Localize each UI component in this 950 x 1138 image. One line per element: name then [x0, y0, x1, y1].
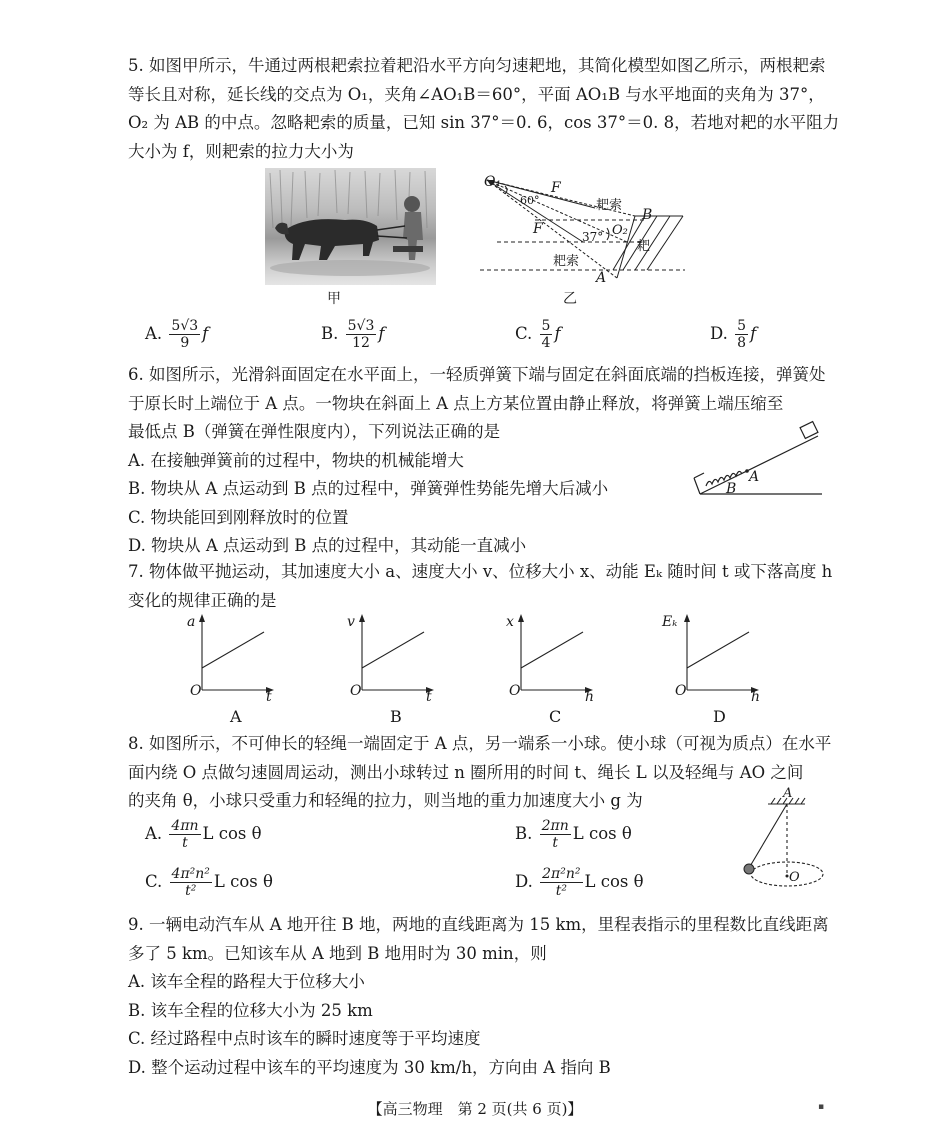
label-o1: O₁: [484, 174, 502, 190]
q6-label-a: A: [749, 469, 760, 485]
label-harrow: 耙: [637, 239, 651, 254]
q5-option-d-fraction: [735, 318, 748, 351]
q8-option-d-num: 2π²n²: [542, 866, 581, 882]
label-f-bottom: F: [533, 221, 543, 237]
label-angle-37: 37°: [582, 230, 604, 244]
q8-option-c-letter: C.: [145, 872, 163, 891]
q8-option-a-tail: L cos θ: [202, 824, 262, 843]
q5-option-b[interactable]: [321, 318, 384, 351]
q8-option-d-den: t²: [555, 883, 567, 899]
q7-b-x: t: [426, 689, 432, 705]
q7-d-caption: D: [713, 707, 726, 726]
q8-option-a-letter: A.: [145, 824, 163, 843]
q8-line3: 的夹角 θ，小球只受重力和轻绳的拉力，则当地的重力加速度大小 g 为: [128, 791, 643, 810]
label-rope-bottom: 耙索: [553, 254, 580, 269]
label-b: B: [642, 207, 653, 223]
q7-a-caption: A: [230, 707, 242, 726]
q6-line1: 6. 如图所示，光滑斜面固定在水平面上，一轻质弹簧下端与固定在斜面底端的挡板连接，弹簧处: [128, 365, 826, 384]
q8-option-c[interactable]: [145, 866, 273, 899]
q5-option-c-fraction: [540, 318, 553, 351]
conical-pendulum-diagram: [735, 790, 830, 895]
label-angle-60: 60°: [520, 194, 540, 207]
q5-option-d[interactable]: [710, 318, 756, 351]
q8-option-c-fraction: [170, 866, 212, 899]
q7-b-caption: B: [390, 707, 402, 726]
q7-graph-d[interactable]: [662, 612, 761, 727]
q5-option-a-letter: A.: [145, 324, 163, 343]
ox-plowing-photo: [265, 168, 436, 285]
corner-mark: ▪: [818, 1102, 825, 1112]
q5-option-c[interactable]: [515, 318, 561, 351]
q5-line1: 5. 如图甲所示，牛通过两根耙索拉着耙沿水平方向匀速耙地，其简化模型如图乙所示，两根耙索: [128, 56, 826, 75]
q8-option-a-den: t: [182, 835, 188, 851]
q6-line2: 于原长时上端位于 A 点。一物块在斜面上 A 点上方某位置由静止释放，将弹簧上端压缩至: [128, 393, 784, 413]
q7-a-x: t: [266, 689, 272, 705]
q7-d-origin: O: [675, 683, 687, 699]
question-9: [128, 911, 840, 1082]
q5-option-a-den: 9: [180, 335, 190, 351]
q6-label-b: B: [726, 481, 737, 497]
q7-c-origin: O: [509, 683, 521, 699]
q7-a-origin: O: [190, 683, 202, 699]
q5-option-a-num: 5√3: [171, 318, 199, 334]
q5-line4: 大小为 f，则耙索的拉力大小为: [128, 141, 354, 161]
label-o2: O₂: [612, 223, 628, 238]
q5-line2: 等长且对称，延长线的交点为 O₁，夹角∠AO₁B＝60°，平面 AO₁B 与水平地面的夹角为 37°，: [128, 84, 825, 104]
q7-line1: 7. 物体做平抛运动，其加速度大小 a、速度大小 v、位移大小 x、动能 Eₖ 随时间 t 或下落高度 h: [128, 562, 833, 581]
q5-option-d-num: 5: [737, 318, 747, 334]
question-7: [128, 558, 840, 615]
q7-d-x: h: [751, 689, 761, 705]
q8-option-d[interactable]: [515, 866, 644, 899]
q8-line2: 面内绕 O 点做匀速圆周运动，测出小球转过 n 圈所用的时间 t、绳长 L 以及轻绳与 AO 之间: [128, 762, 804, 782]
q5-option-d-den: 8: [737, 335, 747, 351]
q8-option-b-tail: L cos θ: [572, 824, 632, 843]
q5-option-b-den: 12: [352, 335, 370, 351]
q5-option-c-letter: C.: [515, 324, 533, 343]
label-rope-top: 耙索: [596, 198, 623, 213]
q8-option-c-den: t²: [185, 883, 197, 899]
q7-c-y: x: [506, 614, 514, 630]
q8-option-d-tail: L cos θ: [584, 872, 644, 891]
q5-option-d-tail: f: [750, 324, 757, 343]
label-a: A: [596, 270, 607, 286]
q5-option-b-tail: f: [378, 324, 385, 343]
q5-option-a[interactable]: [145, 318, 208, 351]
q7-graph-a[interactable]: [184, 612, 274, 727]
fig-yi-caption: 乙: [563, 291, 577, 307]
q8-option-d-fraction: [540, 866, 582, 899]
q7-c-caption: C: [549, 707, 562, 726]
q7-b-origin: O: [350, 683, 362, 699]
q8-option-a-num: 4πn: [171, 818, 199, 834]
q5-line3: O₂ 为 AB 的中点。忽略耙索的质量，已知 sin 37°＝0. 6，cos 37°＝0. 8，若地对耙的水平阻力: [128, 113, 840, 132]
q5-option-b-fraction: [346, 318, 377, 351]
q7-graph-b[interactable]: [344, 612, 434, 727]
q5-option-c-tail: f: [554, 324, 561, 343]
q8-option-b-fraction: [540, 818, 571, 851]
q8-option-b-num: 2πn: [541, 818, 569, 834]
q5-option-d-letter: D.: [710, 324, 728, 343]
q8-option-d-letter: D.: [515, 872, 533, 891]
q8-option-b-letter: B.: [515, 824, 533, 843]
q6-option-b[interactable]: B. 物块从 A 点运动到 B 点的过程中，弹簧弹性势能先增大后减小: [128, 479, 609, 498]
question-8: [128, 730, 840, 816]
q8-option-b[interactable]: [515, 818, 632, 851]
q8-option-b-den: t: [552, 835, 558, 851]
q7-d-y: Eₖ: [662, 614, 678, 630]
q7-a-y: a: [187, 614, 196, 630]
q9-option-b[interactable]: B. 该车全程的位移大小为 25 km: [128, 1000, 373, 1020]
q8-option-a[interactable]: [145, 818, 262, 851]
q6-option-c[interactable]: C. 物块能回到刚释放时的位置: [128, 507, 349, 527]
page-footer: 【高三物理 第 2 页(共 6 页)】: [367, 1100, 583, 1118]
q5-option-c-num: 5: [541, 318, 551, 334]
q6-option-d[interactable]: D. 物块从 A 点运动到 B 点的过程中，其动能一直减小: [128, 536, 527, 555]
q5-option-a-tail: f: [202, 324, 209, 343]
q8-option-c-num: 4π²n²: [171, 866, 210, 882]
fig-jia-caption: 甲: [327, 291, 341, 307]
q8-line1: 8. 如图所示，不可伸长的轻绳一端固定于 A 点，另一端系一小球。使小球（可视为质点）在水平: [128, 734, 832, 753]
question-5: [128, 52, 840, 166]
q8-label-o: O: [789, 870, 800, 885]
q8-option-a-fraction: [169, 818, 200, 851]
q8-option-c-tail: L cos θ: [213, 872, 273, 891]
q7-graph-c[interactable]: [503, 612, 593, 727]
q7-b-y: v: [347, 614, 355, 630]
q9-option-d[interactable]: D. 整个运动过程中该车的平均速度为 30 km/h，方向由 A 指向 B: [128, 1057, 611, 1077]
q5-option-b-letter: B.: [321, 324, 339, 343]
label-f-top: F: [551, 180, 561, 196]
q9-option-a[interactable]: A. 该车全程的路程大于位移大小: [128, 972, 365, 991]
q9-line1: 9. 一辆电动汽车从 A 地开往 B 地，两地的直线距离为 15 km，里程表指示的里程数比直线距离: [128, 915, 829, 934]
q7-line2: 变化的规律正确的是: [128, 590, 277, 610]
spring-incline-diagram: [690, 418, 825, 498]
q5-option-b-num: 5√3: [347, 318, 375, 334]
q7-c-x: h: [585, 689, 595, 705]
q5-option-c-den: 4: [541, 335, 551, 351]
q6-option-a[interactable]: A. 在接触弹簧前的过程中，物块的机械能增大: [128, 450, 464, 470]
q6-line3: 最低点 B（弹簧在弹性限度内），下列说法正确的是: [128, 422, 501, 441]
q9-option-c[interactable]: C. 经过路程中点时该车的瞬时速度等于平均速度: [128, 1029, 481, 1048]
q8-label-a: A: [783, 786, 793, 801]
q9-line2: 多了 5 km。已知该车从 A 地到 B 地用时为 30 min，则: [128, 943, 547, 963]
q5-option-a-fraction: [169, 318, 200, 351]
